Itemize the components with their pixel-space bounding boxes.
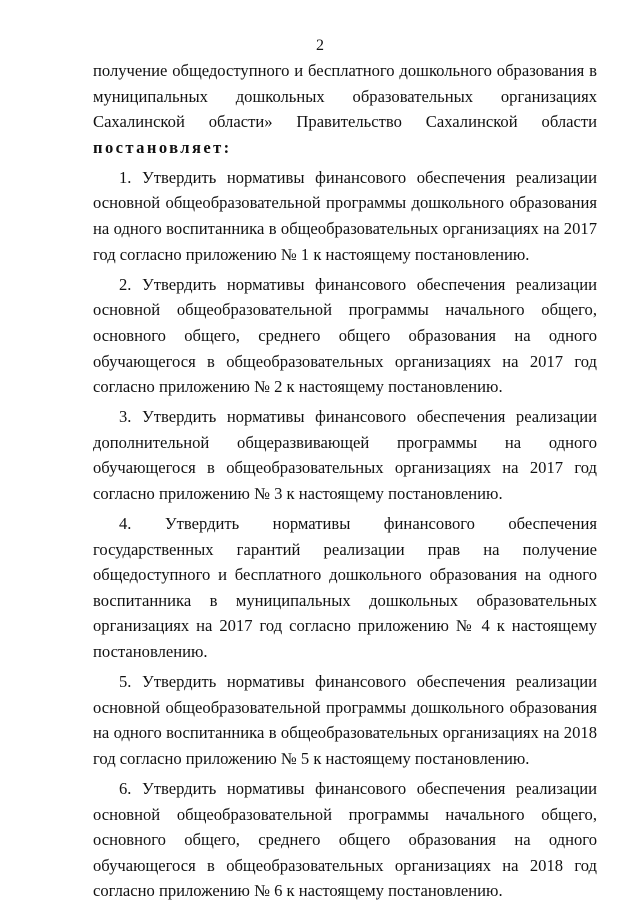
page-number: 2 bbox=[316, 37, 324, 54]
intro-text: получение общедоступного и бесплатного дошкольного образования в муниципальных дошкольных образовательных организациях Сахалинской области» Правительство Сахалинской области bbox=[93, 61, 597, 132]
document-body bbox=[93, 58, 597, 909]
decree-item-5: 5. Утвердить нормативы финансового обеспечения реализации основной общеобразовательной программы дошкольного образования на одного воспитанника в общеобразовательных организациях на 2018 год согласно приложению № 5 к настоящему постановлению. bbox=[93, 672, 597, 768]
decree-item-6: 6. Утвердить нормативы финансового обеспечения реализации основной общеобразовательной программы начального общего, основного общего, среднего общего образования на одного обучающегося в общеобразовательных организациях на 2018 год согласно приложению № 6 к настоящему постановлению. bbox=[93, 779, 597, 901]
intro-paragraph bbox=[93, 58, 597, 160]
decree-item-4: 4. Утвердить нормативы финансового обеспечения государственных гарантий реализации прав на получение общедоступного и бесплатного дошкольного образования на одного воспитанника в муниципальных дошкольных образовательных организациях на 2017 год согласно приложению № 4 к настоящему постановлению. bbox=[93, 514, 597, 662]
decree-keyword: постановляет: bbox=[93, 137, 232, 157]
decree-item-1: 1. Утвердить нормативы финансового обеспечения реализации основной общеобразовательной программы дошкольного образования на одного воспитанника в общеобразовательных организациях на 2017 год согласно приложению № 1 к настоящему постановлению. bbox=[93, 167, 597, 264]
decree-item-2: 2. Утвердить нормативы финансового обеспечения реализации основной общеобразовательной программы начального общего, основного общего, среднего общего образования на одного обучающегося в общеобразовательных организациях на 2017 год согласно приложению № 2 к настоящему постановлению. bbox=[93, 274, 597, 397]
decree-item-3: 3. Утвердить нормативы финансового обеспечения реализации дополнительной общеразвивающей программы на одного обучающегося в общеобразовательных организациях на 2017 год согласно приложению № 3 к настоящему постановлению. bbox=[93, 407, 597, 503]
